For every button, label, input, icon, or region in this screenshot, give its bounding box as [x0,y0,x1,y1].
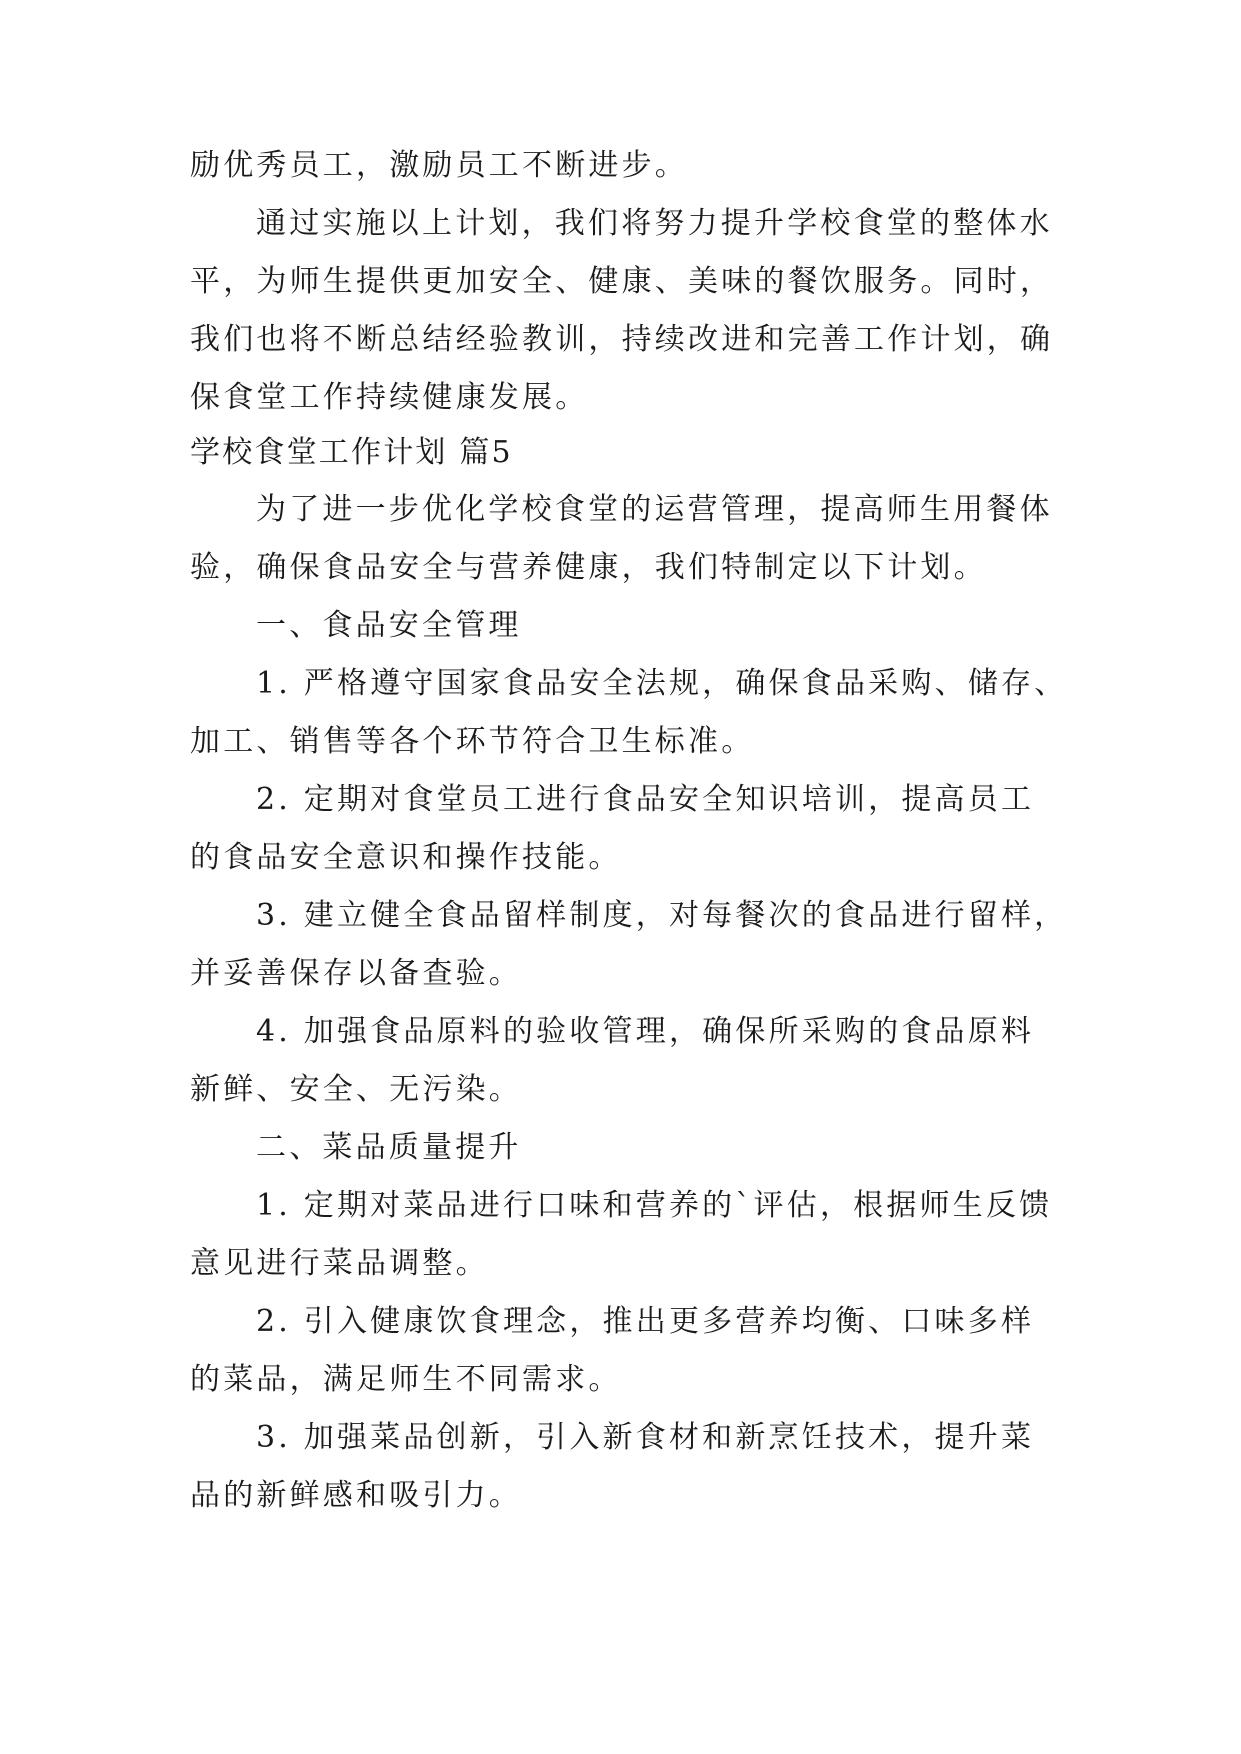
list-item: 4. 加强食品原料的验收管理，确保所采购的食品原料 [256,1014,1035,1049]
paragraph-line: 励优秀员工，激励员工不断进步。 [190,148,688,183]
subheading: 一、食品安全管理 [256,608,522,643]
paragraph-line: 我们也将不断总结经验教训，持续改进和完善工作计划，确 [190,322,1054,357]
list-item: 3. 建立健全食品留样制度，对每餐次的食品进行留样， [256,898,1068,933]
list-item: 3. 加强菜品创新，引入新食材和新烹饪技术，提升菜 [256,1420,1035,1455]
paragraph-line: 通过实施以上计划，我们将努力提升学校食堂的整体水 [256,206,1053,241]
paragraph-line: 验，确保食品安全与营养健康，我们特制定以下计划。 [190,550,987,585]
list-item-continuation: 加工、销售等各个环节符合卫生标准。 [190,724,755,759]
list-item-continuation: 的菜品，满足师生不同需求。 [190,1362,622,1397]
section-title: 学校食堂工作计划 篇5 [190,435,513,470]
list-item: 2. 定期对食堂员工进行食品安全知识培训，提高员工 [256,782,1035,817]
subheading: 二、菜品质量提升 [256,1130,522,1165]
list-item: 1. 定期对菜品进行口味和营养的`评估，根据师生反馈 [256,1188,1053,1223]
paragraph-line: 平，为师生提供更加安全、健康、美味的餐饮服务。同时， [190,264,1054,299]
list-item-continuation: 品的新鲜感和吸引力。 [190,1478,522,1513]
list-item-continuation: 新鲜、安全、无污染。 [190,1072,522,1107]
list-item-continuation: 并妥善保存以备查验。 [190,956,522,991]
paragraph-line: 为了进一步优化学校食堂的运营管理，提高师生用餐体 [256,492,1053,527]
list-item: 2. 引入健康饮食理念，推出更多营养均衡、口味多样 [256,1304,1035,1339]
list-item-continuation: 意见进行菜品调整。 [190,1246,489,1281]
list-item-continuation: 的食品安全意识和操作技能。 [190,840,622,875]
list-item: 1. 严格遵守国家食品安全法规，确保食品采购、储存、 [256,666,1068,701]
paragraph-line: 保食堂工作持续健康发展。 [190,380,589,415]
